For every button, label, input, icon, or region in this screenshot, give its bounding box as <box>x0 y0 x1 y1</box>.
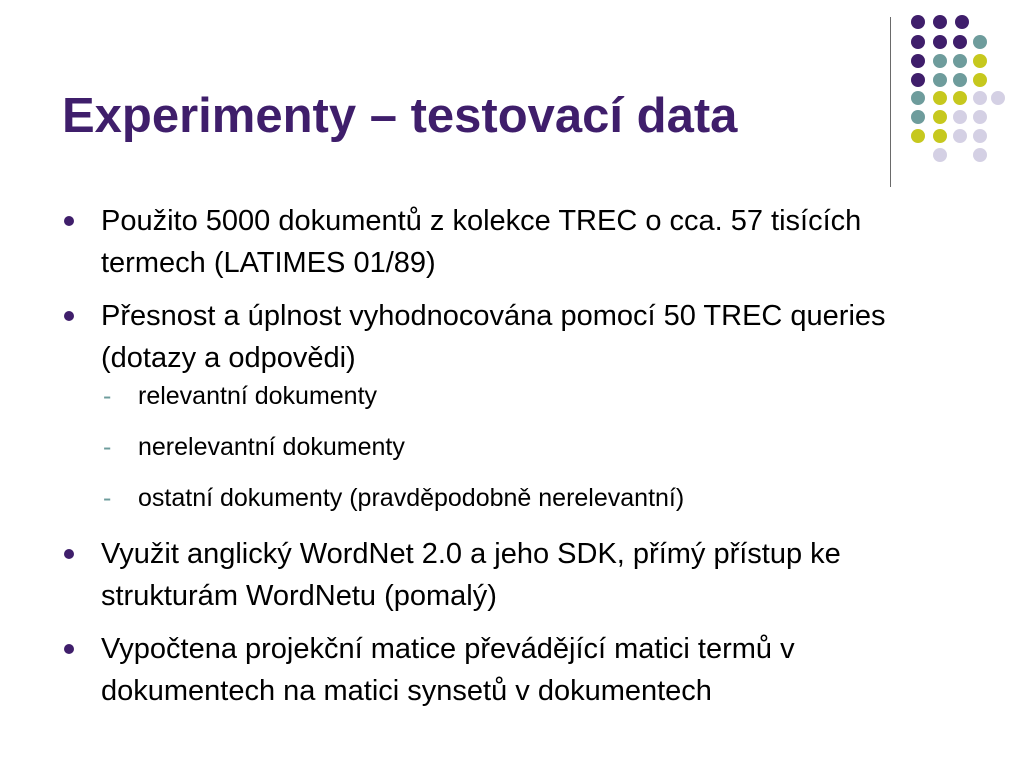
sub-bullet-item <box>0 483 1024 513</box>
decorative-dot <box>973 91 987 105</box>
decorative-dot <box>973 73 987 87</box>
decorative-dot <box>911 91 925 105</box>
decorative-dot <box>933 91 947 105</box>
decorative-dot <box>953 110 967 124</box>
bullet-item <box>0 295 961 379</box>
bullet-list <box>0 200 1024 723</box>
dash-icon: - <box>103 382 112 410</box>
decorative-dot <box>953 91 967 105</box>
decorative-dot <box>973 148 987 162</box>
decorative-dot <box>911 54 925 68</box>
decorative-dot <box>933 129 947 143</box>
decorative-dot <box>991 91 1005 105</box>
decorative-dot <box>911 35 925 49</box>
decorative-dot <box>955 15 969 29</box>
decorative-dot <box>973 129 987 143</box>
decorative-dot <box>933 54 947 68</box>
bullet-icon <box>64 644 74 654</box>
decorative-dot <box>973 35 987 49</box>
dash-icon: - <box>103 484 112 512</box>
decorative-dot-grid <box>0 0 1024 200</box>
slide-title: Experimenty – testovací data <box>62 89 738 143</box>
sub-bullet-text: nerelevantní dokumenty <box>138 433 405 461</box>
bullet-icon <box>64 549 74 559</box>
decorative-dot <box>911 110 925 124</box>
bullet-text: Využit anglický WordNet 2.0 a jeho SDK, přímý přístup ke strukturám WordNetu (pomalý) <box>101 538 841 612</box>
sub-bullet-item <box>0 432 1024 462</box>
decorative-dot <box>911 129 925 143</box>
sub-bullet-text: ostatní dokumenty (pravděpodobně nerelevantní) <box>138 484 685 512</box>
sub-bullet-text: relevantní dokumenty <box>138 382 378 410</box>
bullet-text: Použito 5000 dokumentů z kolekce TREC o cca. 57 tisících termech (LATIMES 01/89) <box>101 205 862 279</box>
decorative-dot <box>911 15 925 29</box>
bullet-text: Přesnost a úplnost vyhodnocována pomocí 50 TREC queries (dotazy a odpovědi) <box>101 300 886 374</box>
bullet-item <box>0 200 961 284</box>
bullet-icon <box>64 311 74 321</box>
decorative-dot <box>953 129 967 143</box>
sub-bullet-item <box>0 381 1024 411</box>
decorative-dot <box>973 54 987 68</box>
bullet-text: Vypočtena projekční matice převádějící matici termů v dokumentech na matici synsetů v dokumentech <box>101 633 795 707</box>
decorative-dot <box>933 15 947 29</box>
decorative-dot <box>953 54 967 68</box>
decorative-dot <box>933 73 947 87</box>
decorative-dot <box>973 110 987 124</box>
decorative-dot <box>933 110 947 124</box>
decorative-dot <box>911 73 925 87</box>
decorative-dot <box>933 35 947 49</box>
bullet-item <box>0 533 961 617</box>
decorative-dot <box>953 73 967 87</box>
bullet-icon <box>64 216 74 226</box>
decorative-dot <box>933 148 947 162</box>
bullet-item <box>0 628 961 712</box>
dash-icon: - <box>103 433 112 461</box>
decorative-dot <box>953 35 967 49</box>
